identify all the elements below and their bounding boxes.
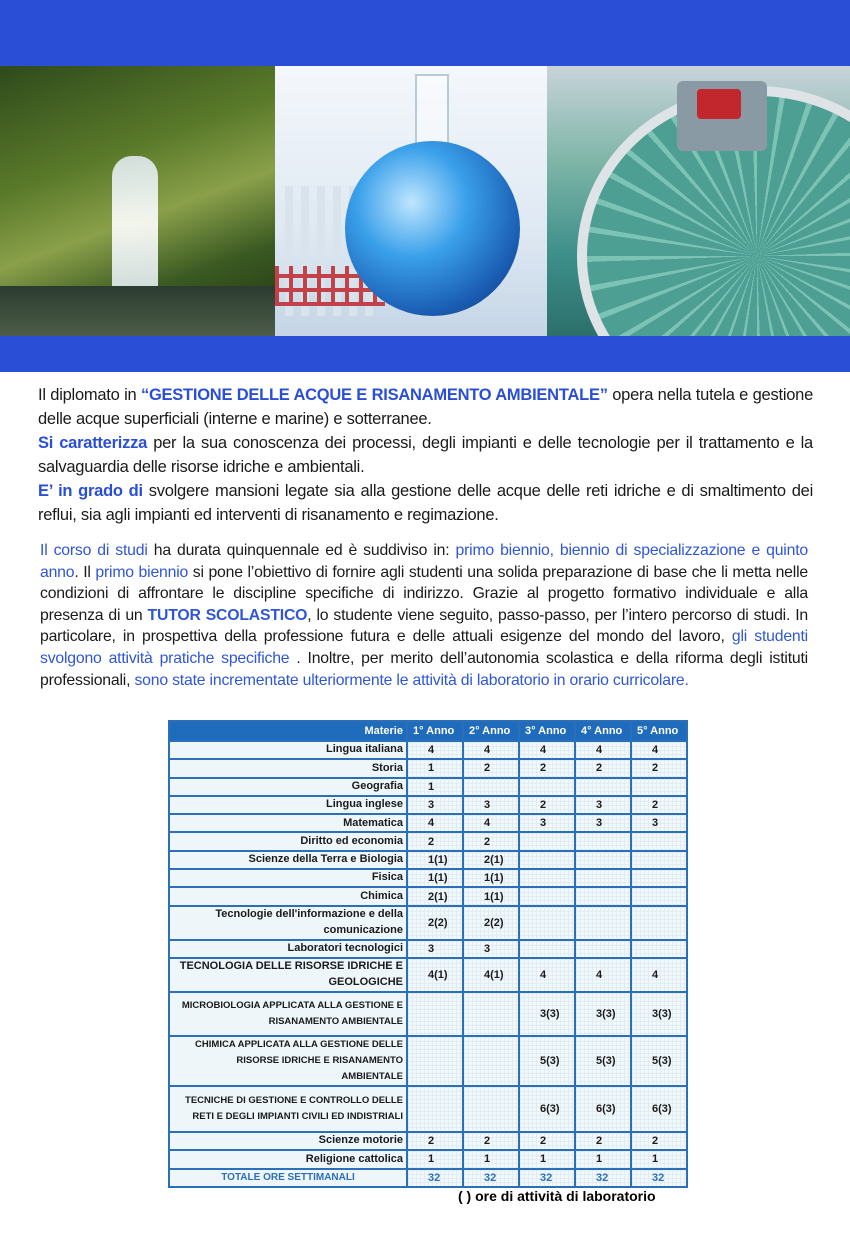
table-row	[169, 1132, 687, 1150]
course-s9: gli studenti svolgono attività pratiche specifiche	[40, 628, 808, 667]
course-s4: . Il	[74, 563, 96, 581]
table-row	[169, 778, 687, 796]
hours-cell: 2	[463, 1132, 519, 1150]
treatment-plant-photo	[547, 66, 850, 336]
hours-cell: 1	[575, 1150, 631, 1168]
hours-cell	[631, 851, 687, 869]
hours-cell: 4	[575, 958, 631, 992]
course-s1: Il corso di studi	[40, 542, 148, 559]
header-year-4: 4° Anno	[575, 721, 631, 741]
subject-cell: Scienze della Terra e Biologia	[169, 851, 407, 869]
hours-cell	[575, 887, 631, 905]
hours-cell: 3	[463, 940, 519, 958]
header-year-5: 5° Anno	[631, 721, 687, 741]
hours-cell	[519, 869, 575, 887]
hours-cell: 2	[575, 1132, 631, 1150]
hours-cell: 4	[407, 741, 463, 759]
hours-cell: 4(1)	[463, 958, 519, 992]
hours-cell: 2	[407, 1132, 463, 1150]
hours-cell: 4	[519, 741, 575, 759]
hours-cell: 3(3)	[519, 992, 575, 1036]
header-photo-strip	[0, 66, 850, 336]
subject-cell: Geografia	[169, 778, 407, 796]
bottom-blue-band	[0, 336, 850, 372]
hours-cell: 6(3)	[631, 1086, 687, 1132]
hours-cell: 1(1)	[463, 869, 519, 887]
hours-cell	[519, 940, 575, 958]
total-hours-cell: 32	[463, 1169, 519, 1187]
subject-cell: Religione cattolica	[169, 1150, 407, 1168]
hours-cell	[463, 1086, 519, 1132]
hours-cell: 2(2)	[407, 906, 463, 940]
hours-cell: 2	[575, 759, 631, 777]
hours-cell: 2	[519, 796, 575, 814]
subject-cell: Tecnologie dell'informazione e della comunicazione	[169, 906, 407, 940]
hours-cell: 2(1)	[407, 887, 463, 905]
subject-cell: Storia	[169, 759, 407, 777]
intro-paragraph-2	[38, 431, 813, 479]
subject-cell: CHIMICA APPLICATA ALLA GESTIONE DELLE RISORSE IDRICHE E RISANAMENTO AMBIENTALE	[169, 1036, 407, 1086]
study-plan-table	[168, 720, 688, 1188]
hours-cell	[519, 832, 575, 850]
hours-cell	[463, 1036, 519, 1086]
subject-cell: Lingua inglese	[169, 796, 407, 814]
table-row	[169, 992, 687, 1036]
hours-cell	[407, 1036, 463, 1086]
header-year-2: 2° Anno	[463, 721, 519, 741]
subject-cell: Laboratori tecnologici	[169, 940, 407, 958]
intro-p1-pre: Il diplomato in	[38, 386, 141, 404]
table-body	[169, 741, 687, 1187]
subject-cell: Scienze motorie	[169, 1132, 407, 1150]
hours-cell: 1(1)	[463, 887, 519, 905]
intro-paragraph-1	[38, 383, 813, 431]
subject-cell: TECNICHE DI GESTIONE E CONTROLLO DELLE RETI E DEGLI IMPIANTI CIVILI ED INDISTRIALI	[169, 1086, 407, 1132]
hours-cell: 1	[407, 1150, 463, 1168]
hours-cell: 4	[631, 958, 687, 992]
hours-cell	[575, 851, 631, 869]
hours-cell	[575, 869, 631, 887]
intro-p2-post: per la sua conoscenza dei processi, degli impianti e delle tecnologie per il trattamento e la salvaguardia delle risorse idriche e ambientali.	[38, 434, 813, 476]
hours-cell	[631, 906, 687, 940]
table-row	[169, 869, 687, 887]
hours-cell: 1	[519, 1150, 575, 1168]
table-row	[169, 759, 687, 777]
globe-flask-shape	[345, 141, 520, 316]
intro-text	[38, 383, 813, 527]
hours-cell	[575, 832, 631, 850]
hours-cell: 1	[407, 759, 463, 777]
table-row	[169, 958, 687, 992]
hours-cell	[407, 1086, 463, 1132]
hours-cell: 2	[631, 759, 687, 777]
subject-cell: Fisica	[169, 869, 407, 887]
hours-cell	[519, 778, 575, 796]
hours-cell: 3	[407, 940, 463, 958]
table-row	[169, 832, 687, 850]
table-row	[169, 851, 687, 869]
header-year-3: 3° Anno	[519, 721, 575, 741]
intro-p3-highlight: E’ in grado di	[38, 482, 143, 500]
hours-cell	[519, 851, 575, 869]
hours-cell: 2	[463, 759, 519, 777]
hours-cell	[407, 992, 463, 1036]
hours-cell: 2(1)	[463, 851, 519, 869]
course-s12: .	[684, 671, 689, 689]
hours-cell	[519, 906, 575, 940]
hours-cell	[631, 778, 687, 796]
hours-cell: 6(3)	[575, 1086, 631, 1132]
course-s10: . Inoltre, per merito dell’autonomia scolastica e della riforma degli istituti professionali,	[40, 649, 808, 689]
hours-cell: 1(1)	[407, 869, 463, 887]
course-s11: sono state incrementate ulteriormente le attività di laboratorio in orario curricolare	[134, 671, 685, 689]
waterfall-photo	[0, 66, 275, 336]
subject-cell: TECNOLOGIA DELLE RISORSE IDRICHE E GEOLOGICHE	[169, 958, 407, 992]
table-header-row	[169, 721, 687, 741]
hours-cell: 4	[407, 814, 463, 832]
table-row	[169, 741, 687, 759]
pool-shape	[0, 286, 275, 336]
total-hours-cell: 32	[407, 1169, 463, 1187]
hours-cell: 4	[519, 958, 575, 992]
hours-cell	[631, 940, 687, 958]
hours-cell: 1	[463, 1150, 519, 1168]
hours-cell	[575, 778, 631, 796]
hours-cell	[631, 869, 687, 887]
hours-cell: 4(1)	[407, 958, 463, 992]
hours-cell: 2	[519, 759, 575, 777]
course-title: “GESTIONE DELLE ACQUE E RISANAMENTO AMBIENTALE”	[140, 386, 608, 404]
hours-cell: 3	[463, 796, 519, 814]
hours-cell	[519, 887, 575, 905]
course-s8: , lo studente viene seguito, passo-passo, per l’intero percorso di studi. In particolare, in prospettiva della professione futura e delle attuali esigenze del mondo del lavoro,	[40, 606, 808, 646]
subject-cell: Matematica	[169, 814, 407, 832]
hours-cell: 1	[407, 778, 463, 796]
hours-cell: 3(3)	[575, 992, 631, 1036]
hours-cell: 3(3)	[631, 992, 687, 1036]
intro-p1-post: opera nella tutela e gestione delle acque superficiali (interne e marine) e sotterranee.	[38, 386, 814, 428]
table-row	[169, 1036, 687, 1086]
lab-hours-note: ( ) ore di attività di laboratorio	[458, 1188, 656, 1204]
intro-p2-highlight: Si caratterizza	[38, 434, 148, 452]
hours-cell: 6(3)	[519, 1086, 575, 1132]
clarifier-hub-shape	[677, 81, 767, 151]
course-s5: primo biennio	[95, 563, 189, 581]
hours-cell: 5(3)	[575, 1036, 631, 1086]
hours-cell	[463, 778, 519, 796]
total-row	[169, 1169, 687, 1187]
hours-cell: 3	[575, 796, 631, 814]
table-row	[169, 814, 687, 832]
hours-cell: 2	[631, 796, 687, 814]
hours-cell	[575, 906, 631, 940]
subject-cell: MICROBIOLOGIA APPLICATA ALLA GESTIONE E RISANAMENTO AMBIENTALE	[169, 992, 407, 1036]
hours-cell: 4	[463, 814, 519, 832]
hours-cell: 3	[519, 814, 575, 832]
hours-cell: 2	[631, 1132, 687, 1150]
intro-paragraph-3	[38, 479, 813, 527]
subject-cell: Lingua italiana	[169, 741, 407, 759]
course-s6: si pone l’obiettivo di fornire agli studenti una solida preparazione di base che li metta nelle condizioni di affrontare le discipline specifiche di indirizzo. Grazie al progetto formativo individuale e alla presenza di un	[40, 563, 808, 624]
subject-cell: Diritto ed economia	[169, 832, 407, 850]
hours-cell: 5(3)	[631, 1036, 687, 1086]
hours-cell: 3	[631, 814, 687, 832]
hours-cell: 2	[519, 1132, 575, 1150]
table-row	[169, 796, 687, 814]
course-s2: ha durata quinquennale ed è suddiviso in:	[147, 542, 456, 559]
table-row	[169, 1150, 687, 1168]
total-hours-cell: 32	[519, 1169, 575, 1187]
hours-cell: 2(2)	[463, 906, 519, 940]
table-row	[169, 1086, 687, 1132]
hours-cell: 2	[407, 832, 463, 850]
subject-cell: Chimica	[169, 887, 407, 905]
table-row	[169, 940, 687, 958]
header-year-1: 1° Anno	[407, 721, 463, 741]
course-s3: primo biennio, biennio di specializzazione e quinto anno	[40, 542, 808, 581]
total-label: TOTALE ORE SETTIMANALI	[169, 1169, 407, 1187]
course-description	[40, 540, 808, 691]
table-row	[169, 906, 687, 940]
hours-cell: 1(1)	[407, 851, 463, 869]
lab-globe-photo	[275, 66, 547, 336]
hours-cell: 5(3)	[519, 1036, 575, 1086]
hours-cell: 3	[407, 796, 463, 814]
total-hours-cell: 32	[631, 1169, 687, 1187]
hours-cell	[575, 940, 631, 958]
hours-cell: 2	[463, 832, 519, 850]
hours-cell: 4	[575, 741, 631, 759]
top-blue-band	[0, 0, 850, 66]
header-subjects: Materie	[169, 721, 407, 741]
hours-cell	[631, 887, 687, 905]
hours-cell: 4	[463, 741, 519, 759]
table-row	[169, 887, 687, 905]
total-hours-cell: 32	[575, 1169, 631, 1187]
hours-cell: 4	[631, 741, 687, 759]
hours-cell: 1	[631, 1150, 687, 1168]
intro-p3-post: svolgere mansioni legate sia alla gestione delle acque delle reti idriche e di smaltimento dei reflui, sia agli impianti ed interventi di risanamento e regimazione.	[38, 482, 814, 524]
tutor-highlight: TUTOR SCOLASTICO	[147, 606, 308, 624]
hours-cell: 3	[575, 814, 631, 832]
hours-cell	[631, 832, 687, 850]
hours-cell	[463, 992, 519, 1036]
